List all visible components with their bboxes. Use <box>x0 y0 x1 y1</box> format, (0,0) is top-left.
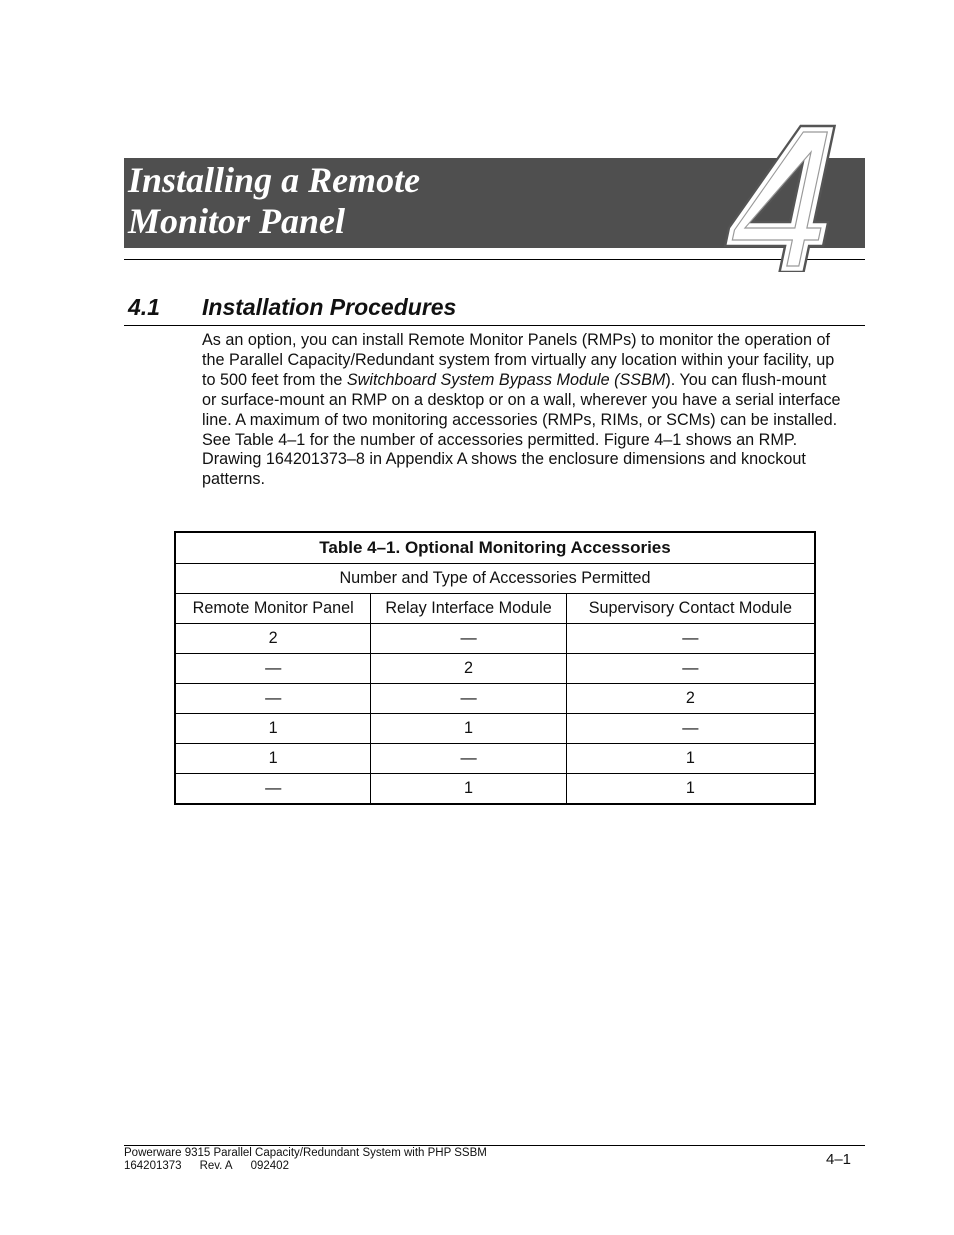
table-cell: 2 <box>371 654 566 684</box>
table-cell: — <box>371 684 566 714</box>
table-cell: 1 <box>175 714 371 744</box>
table-row <box>175 624 815 654</box>
footer-doc-number: 164201373 <box>124 1159 182 1172</box>
table-row <box>175 744 815 774</box>
table-header-row <box>175 594 815 624</box>
table-cell: 1 <box>566 744 815 774</box>
footer-product-title: Powerware 9315 Parallel Capacity/Redundant System with PHP SSBM <box>124 1147 487 1159</box>
column-header-remote-monitor-panel: Remote Monitor Panel <box>175 594 371 624</box>
column-header-supervisory-contact-module: Supervisory Contact Module <box>566 594 815 624</box>
section-title: Installation Procedures <box>202 294 457 320</box>
table-row <box>175 654 815 684</box>
body-text-start: As an option, you can install Remote Monitor Panels (RMPs) to monitor the operation of the Parallel Capacity/Redundant system from virtually any location within your facility, up to 500 feet from the <box>202 331 835 389</box>
chapter-title-line-2: Monitor Panel <box>128 201 346 241</box>
table-caption: Table 4–1. Optional Monitoring Accessories <box>175 532 815 564</box>
chapter-number-graphic <box>723 112 838 272</box>
table-row <box>175 714 815 744</box>
chapter-title <box>128 160 420 242</box>
chapter-number: 4 <box>723 112 724 113</box>
body-paragraph <box>202 331 842 490</box>
table-row <box>175 684 815 714</box>
footer-rule <box>124 1145 865 1146</box>
body-text-end: ). You can flush-mount or surface-mount an RMP on a desktop or on a wall, wherever you have a serial interface line. A maximum of two monitoring accessories (RMPs, RIMs, or SCMs) can be installed. See Table 4–1 for the number of accessories permitted. Figure 4–1 shows an RMP. Drawing 164201373–8 in Appendix A shows the enclosure dimensions and knockout patterns. <box>202 370 841 489</box>
section-number: 4.1 <box>128 294 160 320</box>
table-cell: — <box>371 624 566 654</box>
footer-doc-info <box>124 1160 487 1173</box>
table-cell: — <box>175 654 371 684</box>
section-rule <box>124 325 865 326</box>
footer-revision: Rev. A <box>199 1159 233 1172</box>
column-header-relay-interface-module: Relay Interface Module <box>371 594 566 624</box>
chapter-title-line-1: Installing a Remote <box>128 160 421 200</box>
body-text-italic: Switchboard System Bypass Module (SSBM <box>346 370 666 389</box>
footer-date: 092402 <box>250 1159 289 1172</box>
footer <box>124 1147 487 1172</box>
table-cell: — <box>566 624 815 654</box>
table-cell: 1 <box>371 774 566 805</box>
table-group-header: Number and Type of Accessories Permitted <box>175 564 815 594</box>
table-cell: — <box>175 774 371 805</box>
table-cell: 2 <box>566 684 815 714</box>
page-number: 4–1 <box>826 1151 852 1168</box>
table-cell: — <box>371 744 566 774</box>
table-cell: — <box>566 714 815 744</box>
table-cell: — <box>175 684 371 714</box>
table-cell: 1 <box>566 774 815 805</box>
table-cell: 1 <box>175 744 371 774</box>
section-heading <box>128 293 456 321</box>
table-cell: — <box>566 654 815 684</box>
table-row <box>175 774 815 805</box>
table-cell: 1 <box>371 714 566 744</box>
accessories-table <box>174 531 816 805</box>
table-cell: 2 <box>175 624 371 654</box>
